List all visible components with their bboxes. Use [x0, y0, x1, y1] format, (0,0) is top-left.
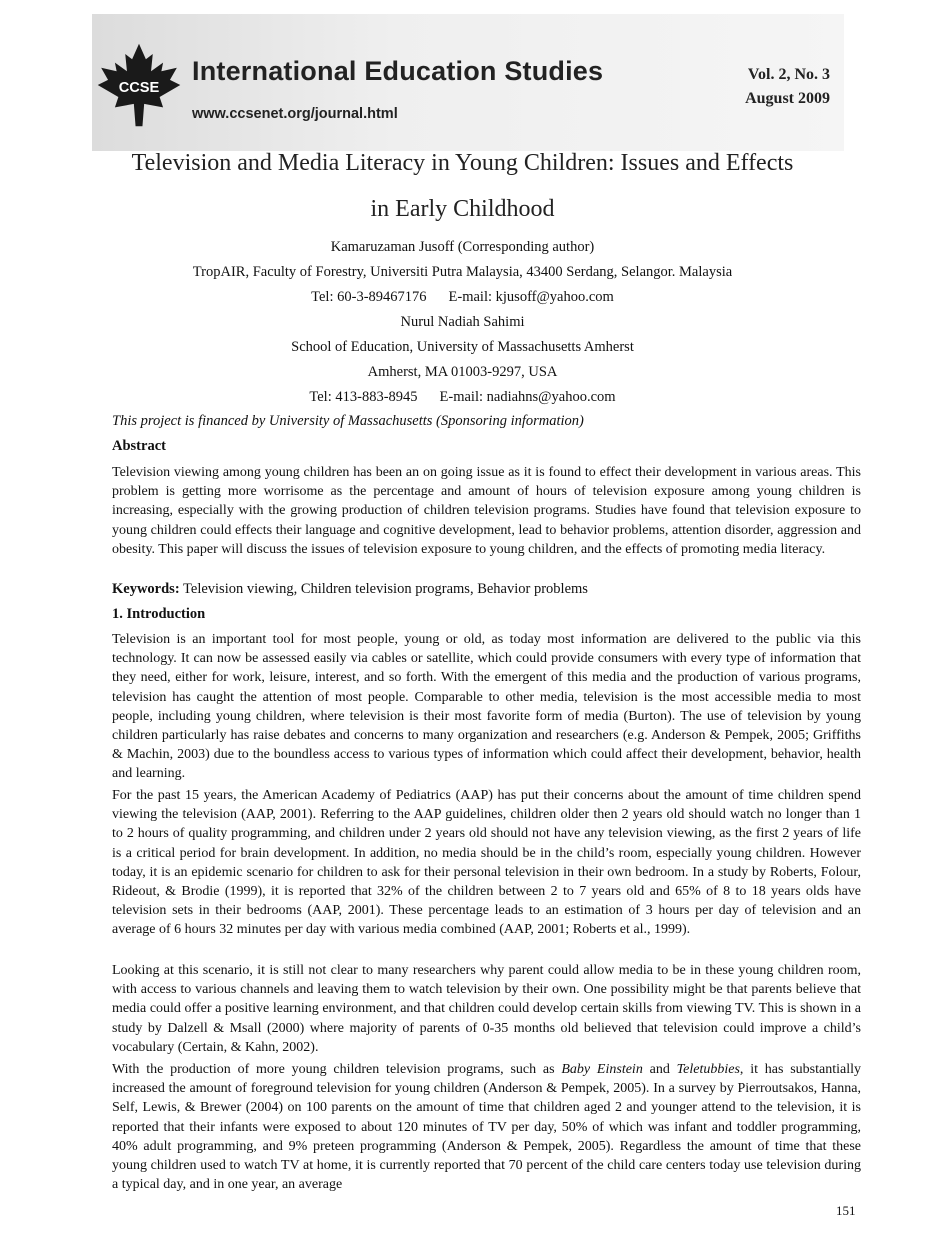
author-2-name: Nurul Nadiah Sahimi: [400, 314, 525, 330]
keywords-label: Keywords:: [112, 581, 180, 597]
journal-banner: [92, 14, 844, 151]
author-1-email[interactable]: E-mail: kjusoff@yahoo.com: [448, 289, 614, 305]
text-run: and: [642, 1062, 677, 1077]
author-1-contact: [60, 289, 865, 306]
keywords-list: Television viewing, Children television programs, Behavior problems: [179, 581, 588, 597]
section-heading: 1. Introduction: [112, 606, 206, 622]
issue-date: August 2009: [745, 90, 830, 107]
program-title: Teletubbies: [676, 1062, 740, 1077]
journal-url[interactable]: www.ccsenet.org/journal.html: [192, 106, 398, 122]
maple-leaf-logo: [96, 40, 182, 130]
paragraph-text: [112, 1060, 861, 1194]
paragraph-text: Television is an important tool for most people, young or old, as today most information are delivered to the public via this technology. It can now be assessed easily via cables or satellite, which could provide consumers with every type of information that they need, either for work, leisure, interest, and so forth. With the emergent of this media and the production of various programs, television has caught the attention of most people. Comparable to other media, television is the most accessible media to most people, including young children, where television is their most favorite form of media (Burton). The use of television by young children particularly has raise debates and concerns to many organization and researchers (e.g. Anderson & Pempek, 2005; Griffiths & Machin, 2003) due to the boundless access to various types of information which could affect their development, behavior, health and learning.: [112, 632, 861, 782]
intro-paragraph-1: [112, 630, 861, 784]
logo-text: CCSE: [118, 79, 160, 96]
author-2-email[interactable]: E-mail: nadiahns@yahoo.com: [439, 389, 616, 405]
abstract-text: [112, 463, 861, 559]
paragraph-text: For the past 15 years, the American Academy of Pediatrics (AAP) has put their concerns about the amount of time children spend viewing the television (AAP, 2001). Referring to the AAP guidelines, children older then 2 years old should watch no longer than 1 to 2 hours of quality programming, and children under 2 years old should not have any television viewing, as the first 2 years of life is a critical period for brain development. In addition, no media should be in the child’s room, especially young children. However today, it is an epidemic scenario for children to ask for their personal television in their own bedroom. In a study by Roberts, Folour, Rideout, & Brodie (1999), it is reported that 32% of the children between 2 to 7 years old and 65% of 8 to 18 years olds have television sets in their bedrooms (AAP, 2001). These percentage leads to an estimation of 3 hours per day of television and an average of 6 hours 32 minutes per day with various media combined (AAP, 2001; Roberts et al., 1999).: [112, 788, 861, 938]
author-2-contact: [60, 389, 865, 406]
author-1-tel: Tel: 60-3-89467176: [311, 289, 427, 305]
page-number: 151: [836, 1203, 856, 1218]
intro-paragraph-3: [112, 961, 861, 1057]
program-title: Baby Einstein: [561, 1062, 643, 1077]
text-run: With the production of more young children television programs, such as: [112, 1062, 562, 1077]
abstract-heading: Abstract: [112, 438, 166, 454]
author-2-tel: Tel: 413-883-8945: [309, 389, 418, 405]
sponsor-note: This project is financed by University of Massachusetts (Sponsoring information): [112, 413, 584, 429]
article-title-line-1: Television and Media Literacy in Young Children: Issues and Effects: [131, 150, 794, 176]
volume-issue: Vol. 2, No. 3: [747, 66, 830, 83]
intro-paragraph-2: [112, 786, 861, 940]
author-1-affiliation: TropAIR, Faculty of Forestry, Universiti Putra Malaysia, 43400 Serdang, Selangor. Malaysia: [192, 264, 733, 280]
text-run: , it has substantially increased the amount of foreground television for young children (Anderson & Pempek, 2005). In a survey by Pierroutsakos, Hanna, Self, Lewis, & Brewer (2004) on 100 parents on the amount of time that children aged 2 and younger attend to the television, it is reported that their infants were exposed to about 120 minutes of TV per day, 50% of which was infant and toddler programming, 40% adult programming, and 9% preteen programming (Anderson & Pempek, 2005). Regardless the amount of time that these young children used to watch TV at home, it is currently reported that 70 percent of the child care centers today use television during a typical day, and in one year, an average: [112, 1062, 862, 1193]
article-title-line-2: in Early Childhood: [370, 196, 555, 222]
paragraph-text: Looking at this scenario, it is still not clear to many researchers why parent could allow media to be in these young children room, with access to various channels and leaving them to watch television by their own. One possibility might be that parents believe that media could offer a positive learning environment, and that children could develop certain skills from viewing TV. This is shown in a study by Dalzell & Msall (2000) where majority of parents of 0-35 months old believed that television could improve a child’s vocabulary (Certain, & Kahn, 2002).: [112, 963, 861, 1055]
author-2-address: Amherst, MA 01003-9297, USA: [367, 364, 558, 380]
abstract-paragraph: Television viewing among young children has been an on going issue as it is found to effect their development in various areas. This problem is getting more worrisome as the percentage and amount of hours of television exposure among young children is increasing, especially with the growing production of children television programs. Studies have found that television exposure to young children could effects their language and cognitive development, lead to behavior problems, attention disorder, aggression and obesity. This paper will discuss the issues of television exposure to young children, and the effects of promoting media literacy.: [112, 465, 861, 557]
keywords: [112, 581, 588, 598]
author-2-affiliation: School of Education, University of Massachusetts Amherst: [291, 339, 634, 355]
intro-paragraph-4: [112, 1060, 861, 1194]
journal-name: International Education Studies: [192, 56, 604, 86]
author-1-name: Kamaruzaman Jusoff (Corresponding author): [330, 239, 595, 255]
